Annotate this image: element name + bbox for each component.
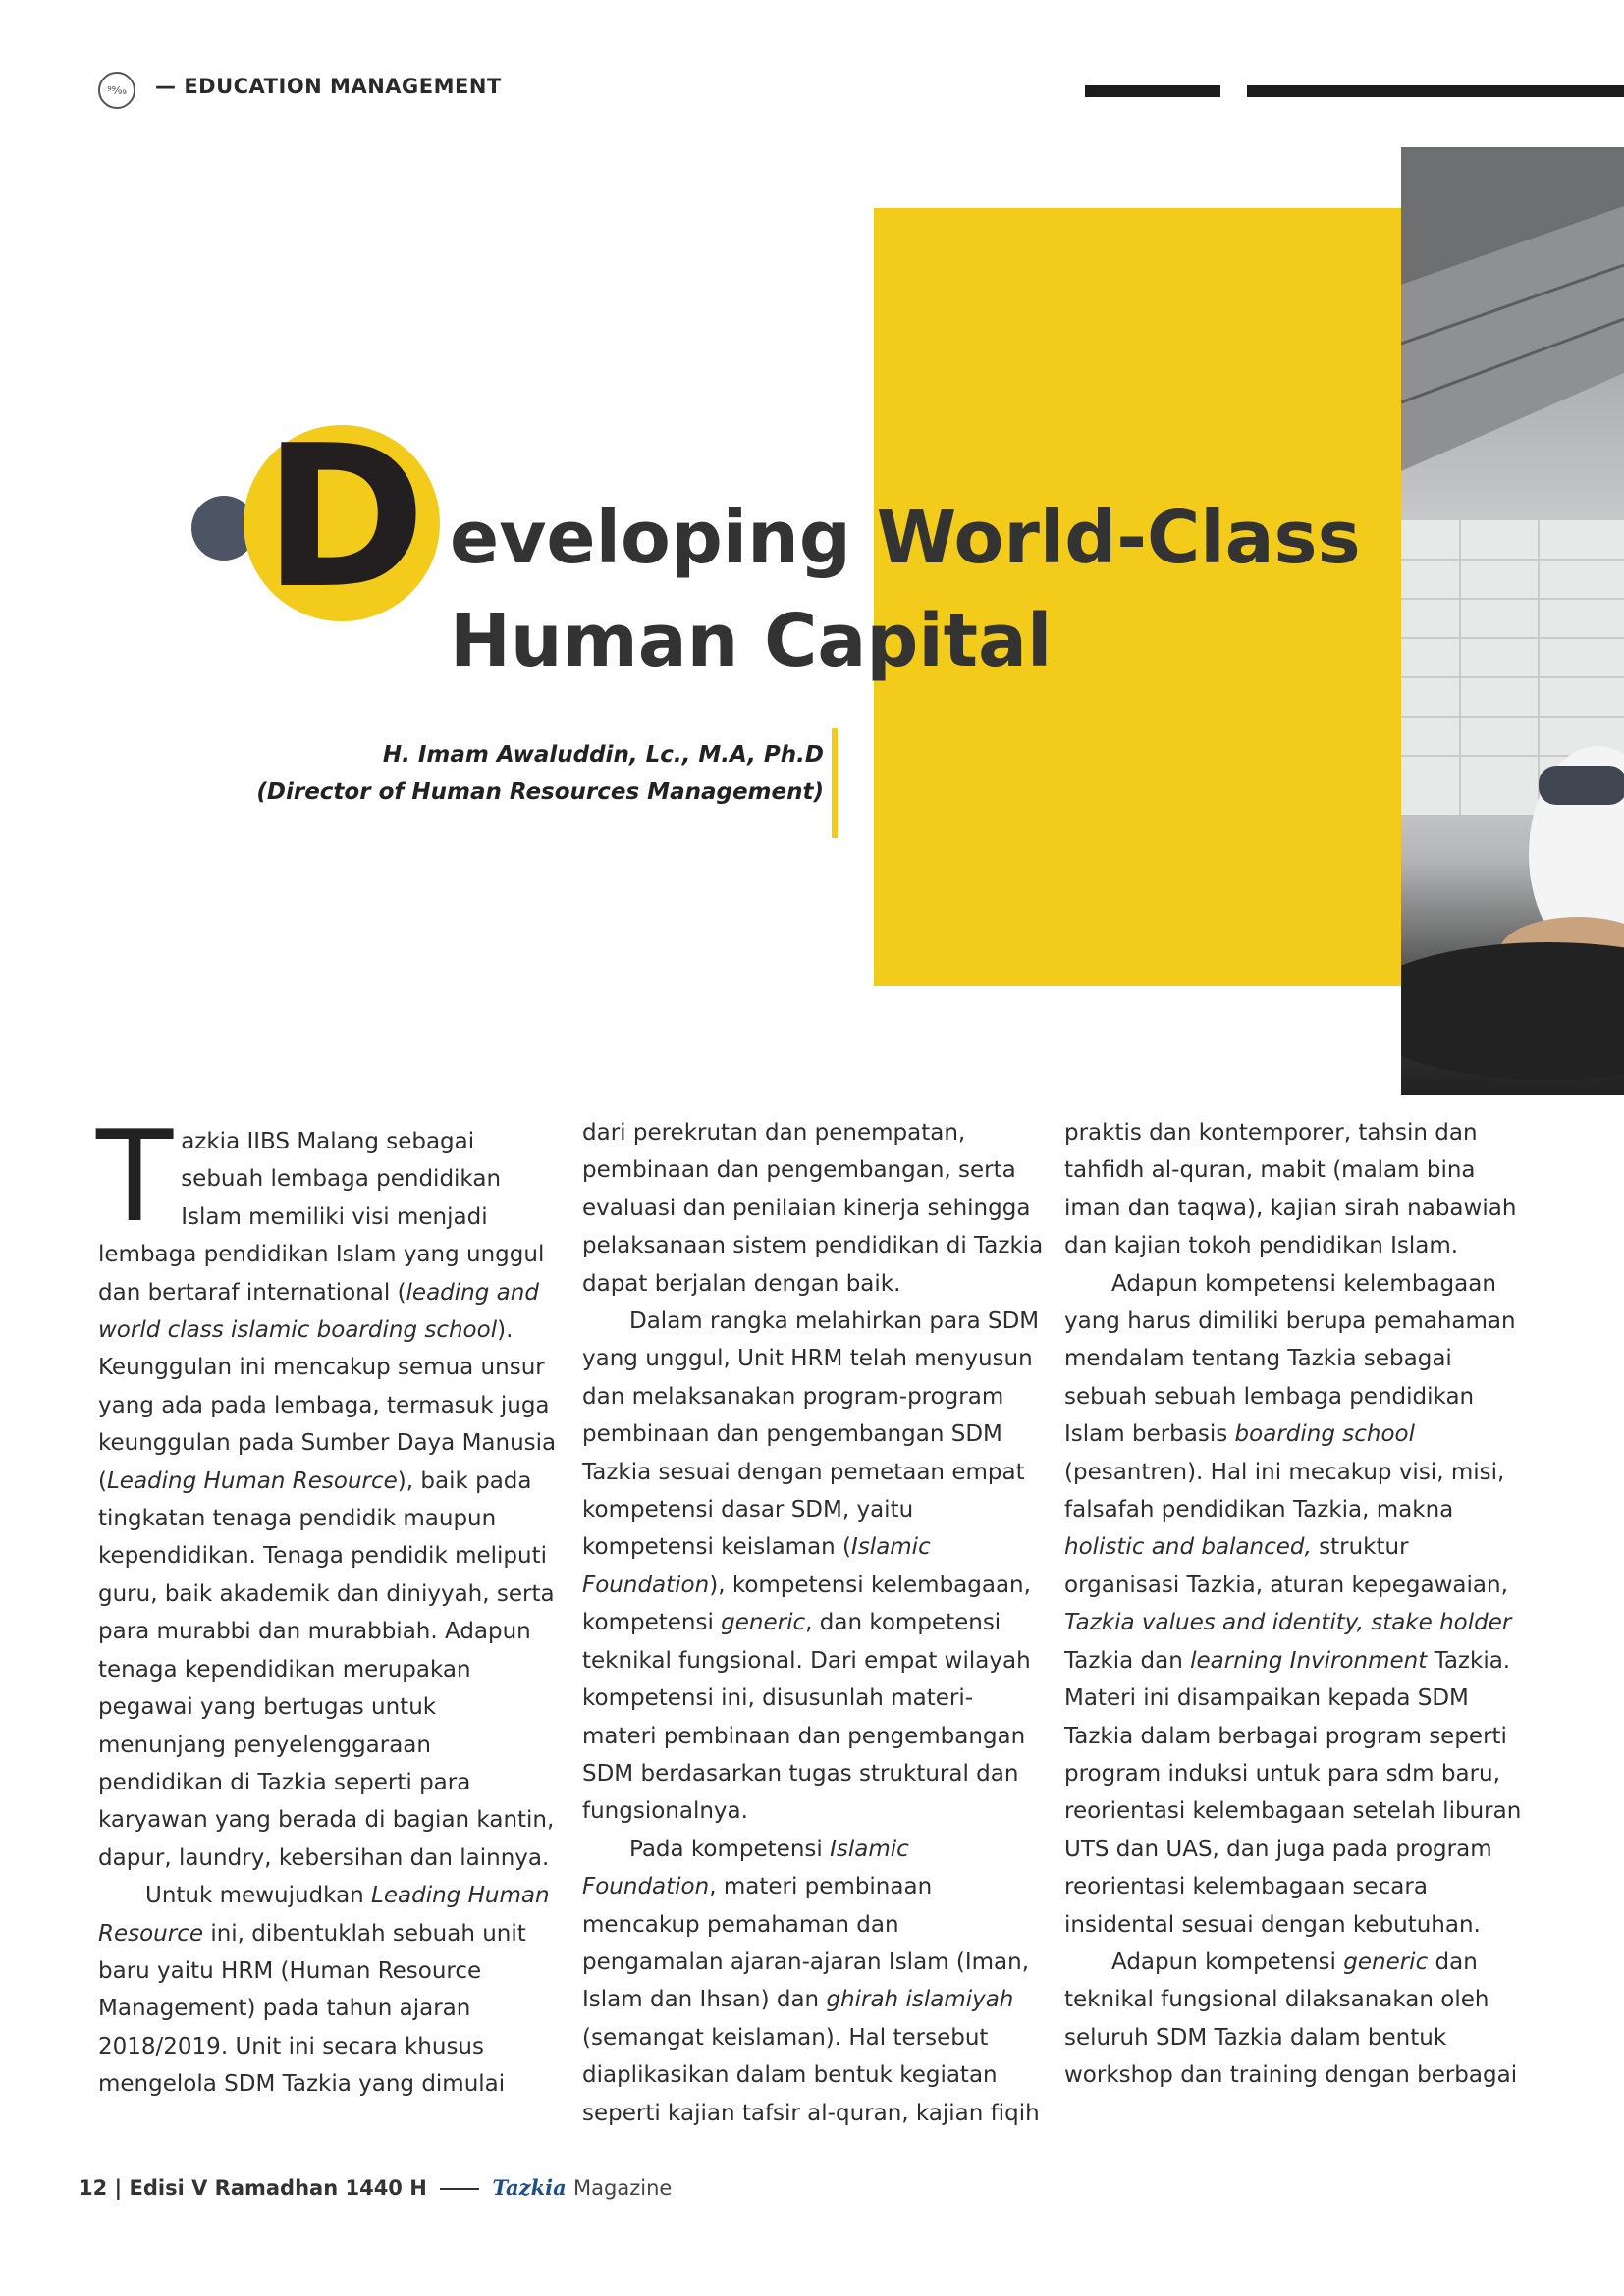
drop-cap: T: [96, 1104, 174, 1251]
magazine-label: Magazine: [573, 2176, 673, 2200]
author-role: (Director of Human Resources Management): [256, 779, 824, 805]
section-label-text: EDUCATION MANAGEMENT: [184, 75, 502, 98]
paragraph: Adapun kompetensi generic dan teknikal fungsional dilaksanakan oleh seluruh SDM Tazkia dalam bentuk workshop dan training dengan berbagai: [1064, 1949, 1518, 2089]
header-bar-long: [1247, 85, 1624, 97]
author-name: H. Imam Awaluddin, Lc., M.A, Ph.D: [382, 742, 824, 768]
paragraph: Pada kompetensi Islamic Foundation, materi pembinaan mencakup pemahaman dan pengamalan ajaran-ajaran Islam (Iman, Islam dan Ihsan) dan ghirah islamiyah (semangat keislaman). Hal tersebut diaplikasikan dalam bentuk kegiatan seperti kajian tafsir al-quran, kajian fiqih: [582, 1836, 1040, 2126]
page-info: 12 | Edisi V Ramadhan 1440 H: [79, 2176, 427, 2200]
body-column-3: [1064, 1114, 1526, 2095]
header-bar-short: [1085, 85, 1220, 97]
article-title-line2: Human Capital: [450, 599, 1053, 683]
author-block: [256, 736, 824, 811]
section-label: — EDUCATION MANAGEMENT: [155, 75, 502, 98]
paragraph: Tazkia IIBS Malang sebagai sebuah lembaga pendidikan Islam memiliki visi menjadi lembaga pendidikan Islam yang unggul dan bertaraf international (leading and world class islamic boarding school). Keunggulan ini mencakup semua unsur yang ada pada lembaga, termasuk juga keunggulan pada Sumber Daya Manusia (Leading Human Resource), baik pada tingkatan tenaga pendidik maupun kependidikan. Tenaga pendidik meliputi guru, baik akademik dan diniyyah, serta para murabbi dan murabbiah. Adapun tenaga kependidikan merupakan pegawai yang bertugas untuk menunjang penyelenggaraan pendidikan di Tazkia seperti para karyawan yang berada di bagian kantin, dapur, laundry, kebersihan dan lainnya.: [96, 1104, 557, 1871]
brand-logo: Tazkia: [492, 2175, 567, 2200]
paragraph: Adapun kompetensi kelembagaan yang harus dimiliki berupa pemahaman mendalam tentang Tazkia sebagai sebuah sebuah lembaga pendidikan Islam berbasis boarding school (pesantren). Hal ini mecakup visi, misi, falsafah pendidikan Tazkia, makna holistic and balanced, struktur organisasi Tazkia, aturan kepegawaian, Tazkia values and identity, stake holder Tazkia dan learning Invironment Tazkia. Materi ini disampaikan kepada SDM Tazkia dalam berbagai program seperti program induksi untuk para sdm baru, reorientasi kelembagaan setelah liburan UTS dan UAS, dan juga pada program reorientasi kelembagaan secara insidental sesuai dengan kebutuhan.: [1064, 1270, 1522, 1938]
footer-separator: [440, 2188, 479, 2190]
author-accent-bar: [832, 728, 838, 838]
magazine-logo-icon: [98, 72, 135, 109]
yellow-accent-block: [874, 208, 1401, 986]
paragraph: praktis dan kontemporer, tahsin dan tahfidh al-quran, mabit (malam bina iman dan taqwa), kajian sirah nabawiah dan kajian tokoh pendidikan Islam.: [1064, 1120, 1517, 1259]
kitchen-photo: [1401, 147, 1624, 1095]
body-column-1: [96, 1104, 560, 2104]
article-title-line1: eveloping World-Class: [450, 496, 1361, 580]
paragraph: dari perekrutan dan penempatan, pembinaan dan pengembangan, serta evaluasi dan penilaian kinerja sehingga pelaksanaan sistem pendidikan di Tazkia dapat berjalan dengan baik.: [582, 1120, 1044, 1297]
body-column-2: [582, 1114, 1044, 2132]
title-drop-letter: D: [262, 403, 426, 632]
paragraph: Dalam rangka melahirkan para SDM yang unggul, Unit HRM telah menyusun dan melaksanakan program-program pembinaan dan pengembangan SDM Tazkia sesuai dengan pemetaan empat kompetensi dasar SDM, yaitu kompetensi keislaman (Islamic Foundation), kompetensi kelembagaan, kompetensi generic, dan kompetensi teknikal fungsional. Dari empat wilayah kompetensi ini, disusunlah materi-materi pembinaan dan pengembangan SDM berdasarkan tugas struktural dan fungsionalnya.: [582, 1308, 1040, 1825]
page-footer: [79, 2175, 672, 2200]
kitchen-photo-graphic: [1401, 147, 1624, 1095]
paragraph: Untuk mewujudkan Leading Human Resource ini, dibentuklah sebuah unit baru yaitu HRM (Human Resource Management) pada tahun ajaran 2018/2019. Unit ini secara khusus mengelola SDM Tazkia yang dimulai: [98, 1883, 550, 2098]
logo-text: ⁹⁹⁄₉₉: [107, 83, 127, 97]
